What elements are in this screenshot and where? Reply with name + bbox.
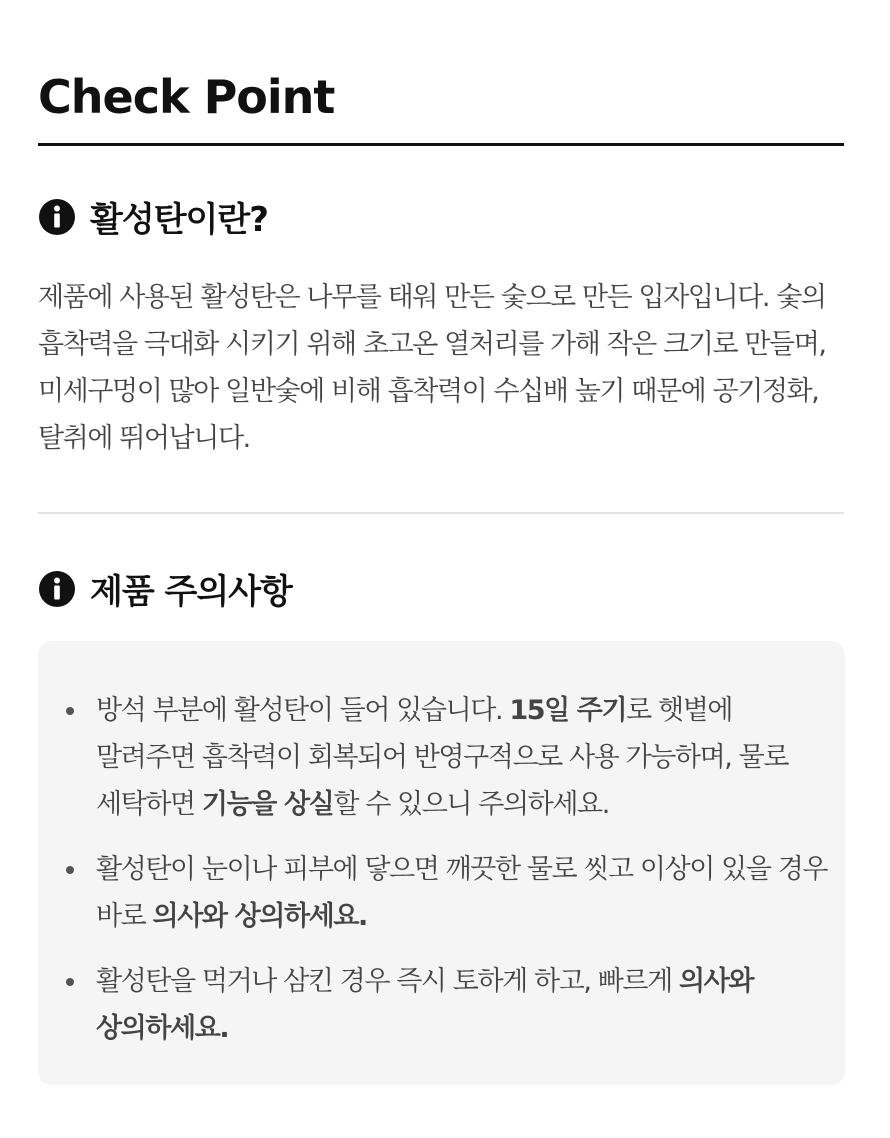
activated-carbon-description: 제품에 사용된 활성탄은 나무를 태워 만든 숯으로 만든 입자입니다. 숯의 흡착력을 극대화 시키기 위해 초고온 열처리를 가해 작은 크기로 만들며, 미세구멍이 많아 일반숯에 비해 흡착력이 수십배 높기 때문에 공기정화, 탈취에 뛰어납니다. bbox=[38, 282, 826, 454]
page-title: Check Point bbox=[38, 70, 335, 124]
caution-item bbox=[96, 846, 836, 940]
bullet-dot bbox=[66, 866, 74, 874]
section-heading-caution bbox=[38, 564, 292, 613]
section-heading-about-label: 활성탄이란? bbox=[90, 200, 268, 240]
section-heading-caution-label: 제품 주의사항 bbox=[90, 572, 292, 612]
section-divider bbox=[38, 512, 844, 514]
bullet-dot bbox=[66, 707, 74, 715]
caution-emphasis: 15일 주기 bbox=[509, 695, 627, 726]
caution-item bbox=[96, 687, 836, 828]
caution-text: 활성탄이 눈이나 피부에 닿으면 깨끗한 물로 씻고 이상이 있을 경우 바로 bbox=[96, 854, 828, 932]
section-heading-about bbox=[38, 192, 268, 241]
caution-text: 로 햇볕에 말려주면 흡착력이 회복되어 반영구적으로 사용 가능하며, 물로 세탁하면 bbox=[96, 695, 789, 820]
caution-text: 활성탄을 먹거나 삼킨 경우 즉시 토하게 하고, 빠르게 bbox=[96, 966, 679, 997]
info-icon bbox=[38, 570, 76, 608]
caution-emphasis: 의사와 상의하세요. bbox=[152, 901, 367, 932]
title-underline bbox=[38, 143, 844, 146]
caution-emphasis: 의사와 상의하세요. bbox=[96, 966, 754, 1044]
caution-box bbox=[38, 641, 845, 1085]
caution-item bbox=[96, 958, 836, 1052]
caution-text: 방석 부분에 활성탄이 들어 있습니다. bbox=[96, 695, 510, 726]
info-icon bbox=[38, 198, 76, 236]
caution-text: 할 수 있으니 주의하세요. bbox=[333, 789, 609, 820]
bullet-dot bbox=[66, 978, 74, 986]
caution-list bbox=[96, 687, 836, 1070]
caution-emphasis: 기능을 상실 bbox=[201, 789, 334, 820]
